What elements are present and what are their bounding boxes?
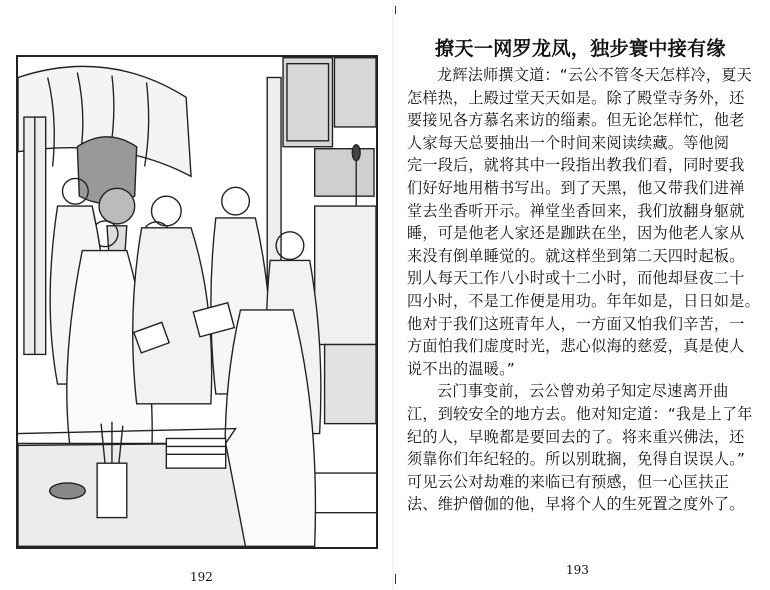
- page-number-left: 192: [190, 570, 213, 584]
- text-line: 方面怕我们虚度时光，悲心似海的慈爱，真是使人: [407, 337, 745, 356]
- monks-reading-illustration: [18, 57, 376, 547]
- text-line: 说不出的温暖。”: [407, 359, 515, 378]
- text-line: 江，到较安全的地方去。他对知定道：“我是上了年: [407, 404, 753, 423]
- text-line: 别人每天工作八小时或十二小时，而他却昼夜二十: [407, 269, 745, 288]
- text-line: 纪的人，早晚都是要回去的了。将来重兴佛法，还: [407, 427, 745, 446]
- text-line: 完一段后，就将其中一段指出教我们看，同时要我: [407, 156, 745, 175]
- text-line: 须靠你们年纪轻的。所以别耽搁，免得自误误人。”: [407, 450, 746, 469]
- text-line: 云门事变前，云公曾劝弟子知定尽速离开曲: [437, 382, 729, 401]
- text-line: 龙辉法师撰文道：“云公不管冬天怎样冷，夏天: [437, 66, 752, 84]
- text-line: 他对于我们这班青年人，一方面又怕我们辛苦，一: [407, 314, 745, 333]
- text-line: 怎样热，上殿过堂天天如是。除了殿堂寺务外，还: [407, 88, 745, 107]
- page-number-right: 193: [566, 563, 589, 577]
- text-line: 四小时，不是工作便是用功。年年如是，日日如是。: [407, 291, 760, 310]
- text-line: 人家每天总要抽出一个时间来阅读续藏。等他阅: [407, 133, 730, 152]
- chapter-title: 撩天一网罗龙凤，独步寰中接有缘: [435, 37, 726, 60]
- body-text: [407, 64, 760, 516]
- illustration: [16, 55, 378, 549]
- text-line: 可见云公对劫难的来临已有预感，但一心匡扶正: [407, 472, 730, 491]
- text-line: 要接见各方慕名来访的缁素。但无论怎样忙，他老: [407, 111, 745, 130]
- right-page: [395, 0, 770, 590]
- text-line: 们好好地用楷书写出。到了天黑，他又带我们进禅: [407, 178, 745, 197]
- text-line: 法、维护僧伽的他，早将个人的生死置之度外了。: [407, 495, 745, 514]
- text-line: 来没有倒单睡觉的。就这样坐到第二天四时起板。: [407, 246, 745, 265]
- book-gutter: [392, 0, 394, 590]
- text-line: 堂去坐香听开示。禅堂坐香回来，我们放翻身躯就: [407, 201, 745, 220]
- text-line: 睡，可是他老人家还是跏趺在坐，因为他老人家从: [407, 224, 745, 243]
